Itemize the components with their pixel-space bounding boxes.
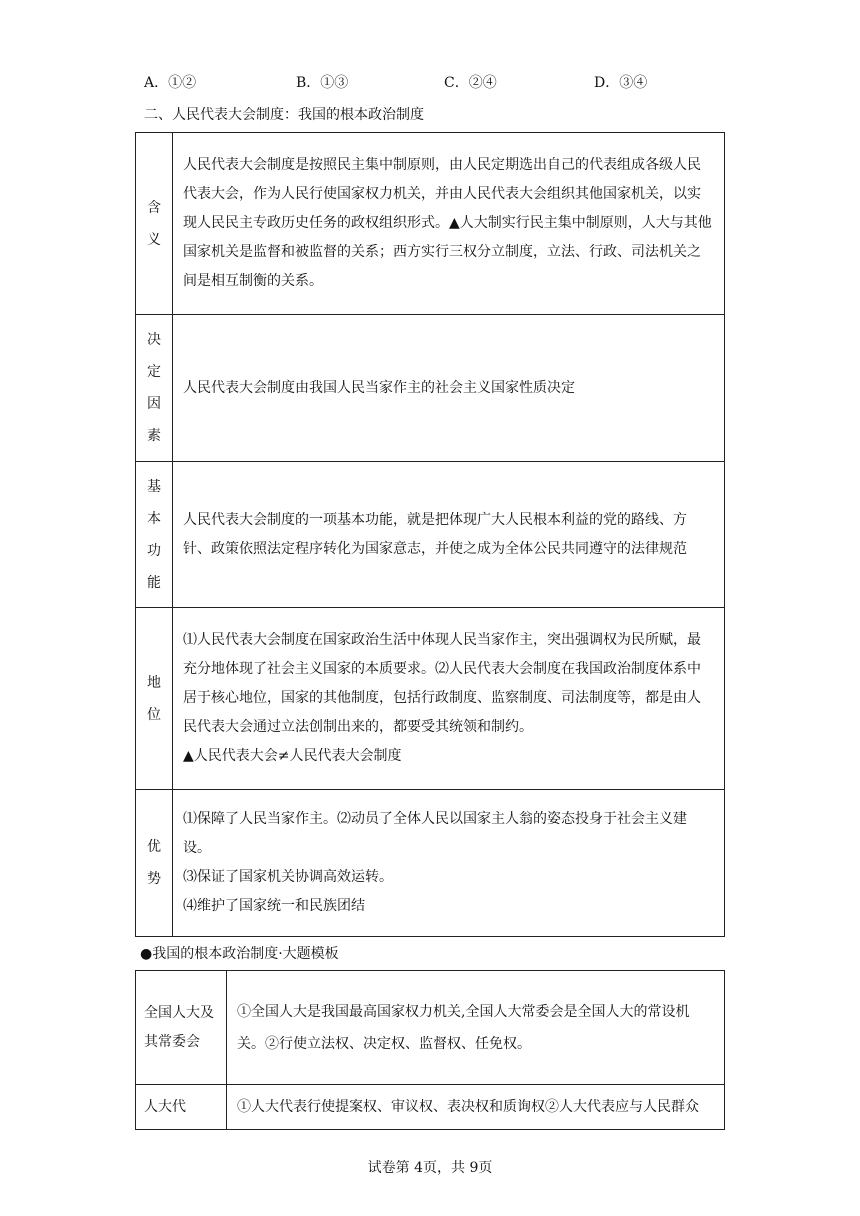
row-content-text: 人民代表大会制度是按照民主集中制原则，由人民定期选出自己的代表组成各级人民代表大会，作为人民行使国家权力机关，并由人民代表大会组织其他国家机关，以实现人民民主专政历史任务的政权组织形式。▲人大制实行民主集中制原则，人大与其他国家机关是监督和被监督的关系；西方实行三权分立制度，立法、行政、司法机关之间是相互制衡的关系。 — [183, 157, 712, 289]
row-content — [173, 315, 725, 462]
page-footer: 试卷第 4页，共 9页 — [367, 1160, 493, 1176]
row-label-cell — [136, 462, 173, 608]
option-c: C．②④ — [444, 75, 497, 91]
row-label-cell — [136, 133, 173, 315]
row-label-cell — [136, 790, 173, 937]
row-label: 含义 — [147, 199, 161, 248]
row-content-line: ⑷维护了国家统一和民族团结 — [183, 898, 365, 914]
option-d: D．③④ — [594, 75, 648, 91]
row-note: ▲人民代表大会≠人民代表大会制度 — [183, 748, 402, 764]
row-content-text: 人民代表大会制度的一项基本功能，就是把体现广大人民根本利益的党的路线、方针、政策依照法定程序转化为国家意志，并使之成为全体公民共同遵守的法律规范 — [183, 511, 687, 557]
system-table — [135, 132, 725, 937]
row-content — [173, 462, 725, 608]
row-label: 决定因素 — [147, 332, 161, 444]
table-row — [136, 608, 725, 790]
row-label: 优势 — [147, 839, 161, 887]
row-content — [173, 790, 725, 937]
option-b: B．①③ — [296, 75, 349, 91]
row-content — [173, 608, 725, 790]
row-content-text: ⑴人民代表大会制度在国家政治生活中体现人民当家作主，突出强调权为民所赋，最充分地体现了社会主义国家的本质要求。⑵人民代表大会制度在我国政治制度体系中居于核心地位，国家的其他制度，包括行政制度、监察制度、司法制度等，都是由人民代表大会通过立法创制出来的，都要受其统领和制约。 — [183, 632, 701, 735]
row-content-text: ①全国人大是我国最高国家权力机关,全国人大常委会是全国人大的常设机关。②行使立法权、决定权、监督权、任免权。 — [227, 971, 725, 1085]
row-label-cell — [136, 315, 173, 462]
row-label-cell — [136, 608, 173, 790]
section-title: 二、人民代表大会制度：我国的根本政治制度 — [144, 107, 424, 123]
template-title: ●我国的根本政治制度·大题模板 — [140, 946, 339, 962]
row-content — [173, 133, 725, 315]
row-content-text: ①人大代表行使提案权、审议权、表决权和质询权②人大代表应与人民群众 — [227, 1085, 725, 1130]
table-row — [136, 1085, 725, 1130]
row-label: 全国人大及其常委会 — [136, 971, 227, 1085]
template-table — [135, 970, 725, 1130]
table-row — [136, 462, 725, 608]
row-label: 基本功能 — [147, 478, 161, 591]
table-row — [136, 315, 725, 462]
row-label: 地位 — [147, 674, 161, 723]
table-row — [136, 133, 725, 315]
row-content-text: ⑴保障了人民当家作主。⑵动员了全体人民以国家主人翁的姿态投身于社会主义建设。 — [183, 811, 687, 856]
row-label: 人大代 — [136, 1085, 227, 1130]
row-content-line: ⑶保证了国家机关协调高效运转。 — [183, 869, 393, 885]
answer-options — [144, 72, 744, 94]
table-row — [136, 971, 725, 1085]
row-content-text: 人民代表大会制度由我国人民当家作主的社会主义国家性质决定 — [183, 379, 575, 396]
table-row — [136, 790, 725, 937]
option-a: A．①② — [144, 75, 197, 91]
